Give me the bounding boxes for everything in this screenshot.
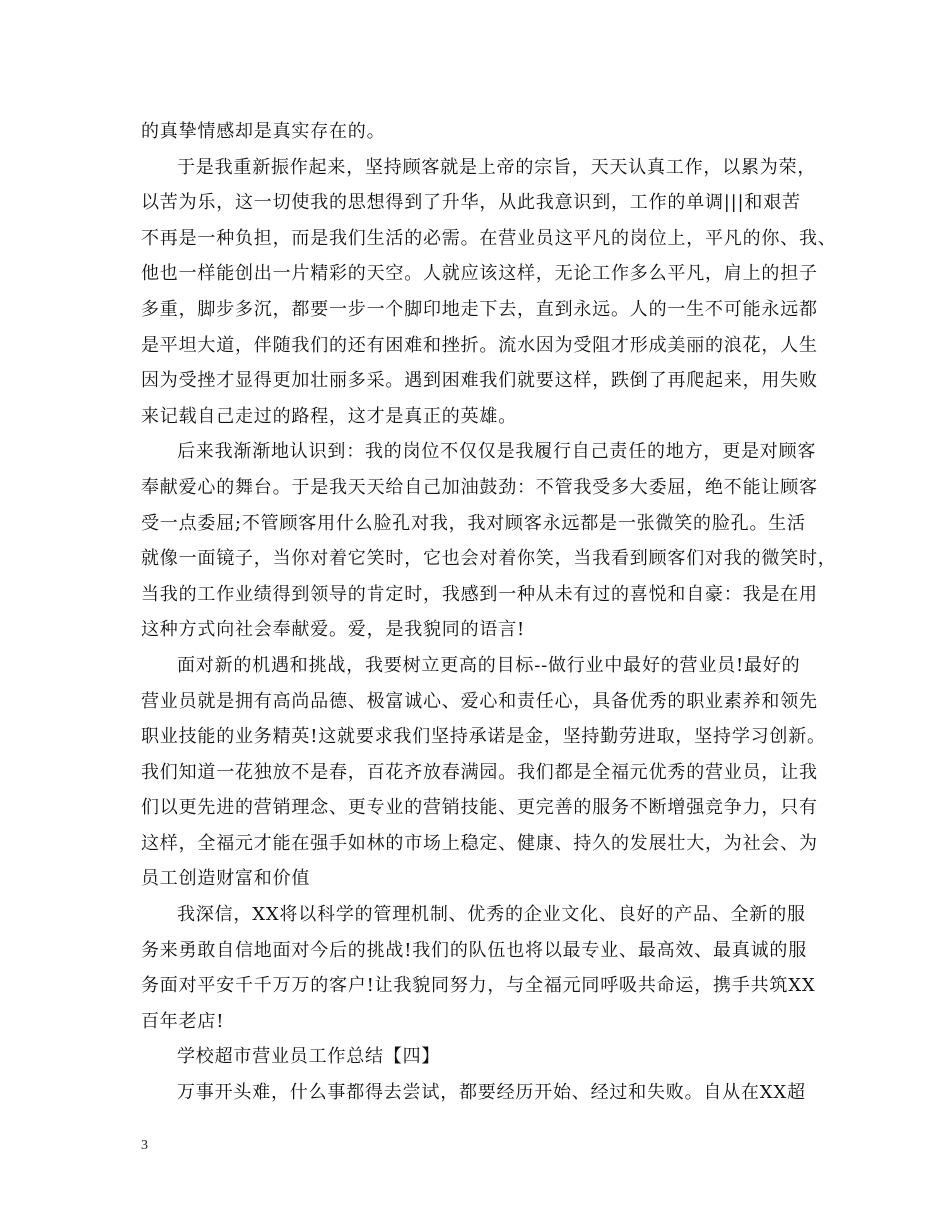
document-body [141, 114, 837, 1111]
text-line: 务面对平安千千万万的客户!让我貌同努力，与全福元同呼吸共命运，携手共筑XX [141, 975, 816, 997]
text-line: 百年老店! [141, 1010, 225, 1032]
text-line: 们以更先进的营销理念、更专业的营销技能、更完善的服务不断增强竞争力，只有 [141, 797, 818, 819]
text-line: 员工创造财富和价值 [141, 868, 311, 890]
text-line: 以苦为乐，这一切使我的思想得到了升华，从此我意识到，工作的单调|||和艰苦 [141, 192, 801, 214]
paragraph-start-line: 万事开头难，什么事都得去尝试，都要经历开始、经过和失败。自从在XX超 [177, 1082, 806, 1104]
paragraph-start-line: 我深信，XX将以科学的管理机制、优秀的企业文化、良好的产品、全新的服 [177, 904, 806, 926]
paragraph-start-line: 后来我渐渐地认识到：我的岗位不仅仅是我履行自己责任的地方，更是对顾客 [177, 441, 817, 463]
paragraph-start-line: 面对新的机遇和挑战，我要树立更高的目标--做行业中最好的营业员!最好的 [177, 654, 801, 676]
text-line: 我们知道一花独放不是春，百花齐放春满园。我们都是全福元优秀的营业员，让我 [141, 761, 818, 783]
page-number: 3 [141, 1138, 148, 1153]
text-line: 是平坦大道，伴随我们的还有困难和挫折。流水因为受阻才形成美丽的浪花，人生 [141, 334, 818, 356]
text-line: 务来勇敢自信地面对今后的挑战!我们的队伍也将以最专业、最高效、最真诚的服 [141, 939, 808, 961]
text-line: 来记载自己走过的路程，这才是真正的英雄。 [141, 405, 517, 427]
text-line: 营业员就是拥有高尚品德、极富诚心、爱心和责任心，具备优秀的职业素养和领先 [141, 690, 818, 712]
text-line: 受一点委屈;不管顾客用什么脸孔对我，我对顾客永远都是一张微笑的脸孔。生活 [141, 512, 806, 534]
text-line: 多重，脚步多沉，都要一步一个脚印地走下去，直到永远。人的一生不可能永远都 [141, 298, 818, 320]
text-line: 不再是一种负担，而是我们生活的必需。在营业员这平凡的岗位上，平凡的你、我、 [141, 227, 837, 249]
paragraph-start-line: 于是我重新振作起来，坚持顾客就是上帝的宗旨，天天认真工作，以累为荣， [177, 156, 817, 178]
text-line: 这样，全福元才能在强手如林的市场上稳定、健康、持久的发展壮大，为社会、为 [141, 832, 818, 854]
text-line: 职业技能的业务精英!这就要求我们坚持承诺是金，坚持勤劳进取，坚持学习创新。 [141, 726, 826, 748]
text-line: 因为受挫才显得更加壮丽多采。遇到困难我们就要这样，跌倒了再爬起来，用失败 [141, 370, 818, 392]
text-line: 他也一样能创出一片精彩的天空。人就应该这样，无论工作多么平凡，肩上的担子 [141, 263, 818, 285]
text-line: 这种方式向社会奉献爱。爱，是我貌同的语言! [141, 619, 526, 641]
text-line: 当我的工作业绩得到领导的肯定时，我感到一种从未有过的喜悦和自豪：我是在用 [141, 583, 818, 605]
text-line: 奉献爱心的舞台。于是我天天给自己加油鼓劲：不管我受多大委屈，绝不能让顾客 [141, 476, 818, 498]
text-line: 的真挚情感却是真实存在的。 [141, 121, 386, 142]
section-heading: 学校超市营业员工作总结【四】 [177, 1046, 441, 1068]
text-line: 就像一面镜子，当你对着它笑时，它也会对着你笑，当我看到顾客们对我的微笑时， [141, 548, 837, 570]
